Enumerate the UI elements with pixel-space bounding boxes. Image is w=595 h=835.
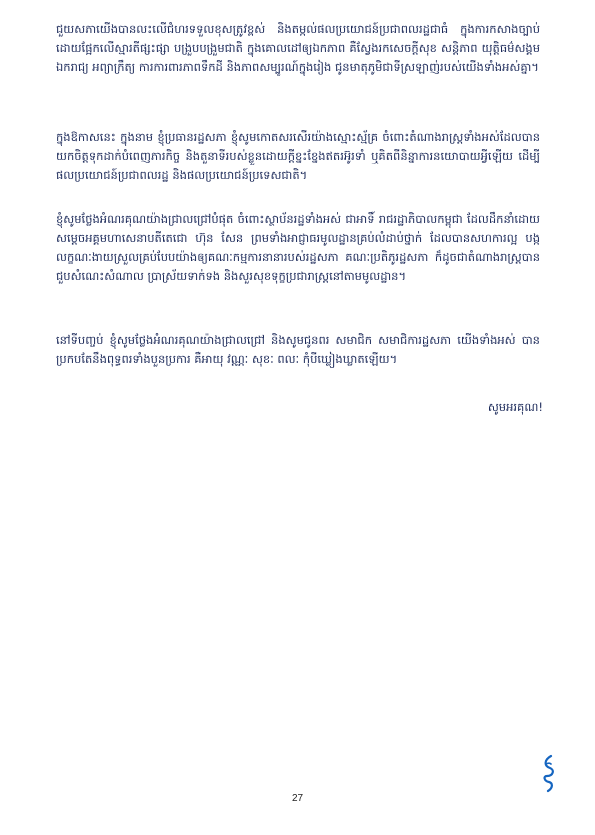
paragraph-2: ក្នុង​ឱកាស​នេះ ក្នុង​នាម ខ្ញុំ​ប្រធាន​រដ្ឋសភា ខ្ញុំ​សូម​កោតសរសើរ​យ៉ាង​ស្មោះស្ម័គ្រ ចំពោះ​តំណាង​រាស្ត្រ​ទាំង​អស់​ដែល​បាន​យក​ចិត្ត​ទុក​ដាក់​បំពេញ​ភារកិច្ច និង​តួនាទី​របស់​ខ្លួន​ដោយ​ក្តី​ខ្នះខ្នែង​ឥត​រអ៊ូរទាំ ឬ​គិត​ពី​និន្នាការ​នយោបាយ​អ្វី​ឡើយ ដើម្បី​ផល​ប្រយោជន៍​ប្រជាពលរដ្ឋ និង​ផល​ប្រយោជន៍​ប្រទេស​ជាតិ។: [56, 130, 540, 182]
closing-thanks: សូម​អរគុណ!: [487, 400, 543, 414]
paragraph-4: នៅ​ទីបញ្ចប់ ខ្ញុំ​សូម​ថ្លែង​អំណរគុណ​យ៉ាង​ជ្រាល​ជ្រៅ និង​សូម​ជូន​ពរ សមាជិក សមាជិកា​រដ្ឋសភា យើង​ទាំង​អស់ បាន​ប្រកប​តែ​នឹង​ពុទ្ធពរ​ទាំង​បួន​ប្រការ គឺ​អាយុ វណ្ណៈ សុខៈ ពលៈ កុំបី​ឃ្លៀងឃ្លាត​ឡើយ។: [56, 333, 540, 366]
signature-mark-icon: [538, 754, 558, 794]
paragraph-1: ជួ​យ​សភា​យើង​បាន​លះ​លើ​ជំហរ​ទទួល​ខុស​ត្រូវ​ខ្ពស់ និង​តម្កល់​ផល​ប្រយោជន៍​ប្រជាពលរដ្ឋ​ជាធំ ក្នុង​ការ​កសាង​ច្បាប់​ដោយ​ផ្អែក​លើ​ស្មារតី​ផ្សះផ្សា បង្រួបបង្រួម​ជាតិ ក្នុង​គោលដៅ​ឲ្យ​ឯកភាព គឺ​ស្វែង​រក​សេចក្តី​សុខ សន្តិភាព យុត្តិធម៌​សង្គម ឯករាជ្យ អព្យាក្រឹត្យ ការ​ការពារ​ភាព​ទឹក​ដី និង​ភាព​សម្បូរ​ណ៍​ក្នុង​រៀង ជូន​មាតុភូមិ​ជាទី​ស្រឡាញ់​របស់​យើង​ទាំង​អស់​គ្នា។: [56, 22, 540, 74]
page-number: 27: [291, 793, 304, 804]
paragraph-3: ខ្ញុំ​សូម​ថ្លែង​អំណរគុណ​យ៉ាង​ជ្រាល​ជ្រៅ​បំផុត ចំពោះ​ស្ថាប័ន​រដ្ឋ​ទាំង​អស់ ជា​អាទិ៍ រាជរដ្ឋាភិបាល​កម្ពុជា ដែល​ដឹក​នាំ​ដោយ សម្តេច​អគ្គមហាសេនាបតី​តេជោ ហ៊ុន សែន ព្រម​ទាំង​អាជ្ញាធរ​មូលដ្ឋាន​គ្រប់​លំដាប់​ថ្នាក់ ដែល​បាន​សហការ​ល្អ បង្កលក្ខណៈ​ងាយស្រួល​គ្រប់​បែប​យ៉ាង​ឲ្យ​គណៈកម្មការ​នានា​របស់​រដ្ឋសភា គណៈប្រតិភូ​រដ្ឋសភា ក៏​ដូច​ជា​តំណាង​រាស្ត្រ​បាន​ជួប​សំណេះសំណាល ប្រាស្រ័យ​ទាក់ទង និង​សួរ​សុខទុក្ខ​ប្រជារាស្ត្រ​នៅ​តាម​មូលដ្ឋាន។: [56, 212, 540, 283]
